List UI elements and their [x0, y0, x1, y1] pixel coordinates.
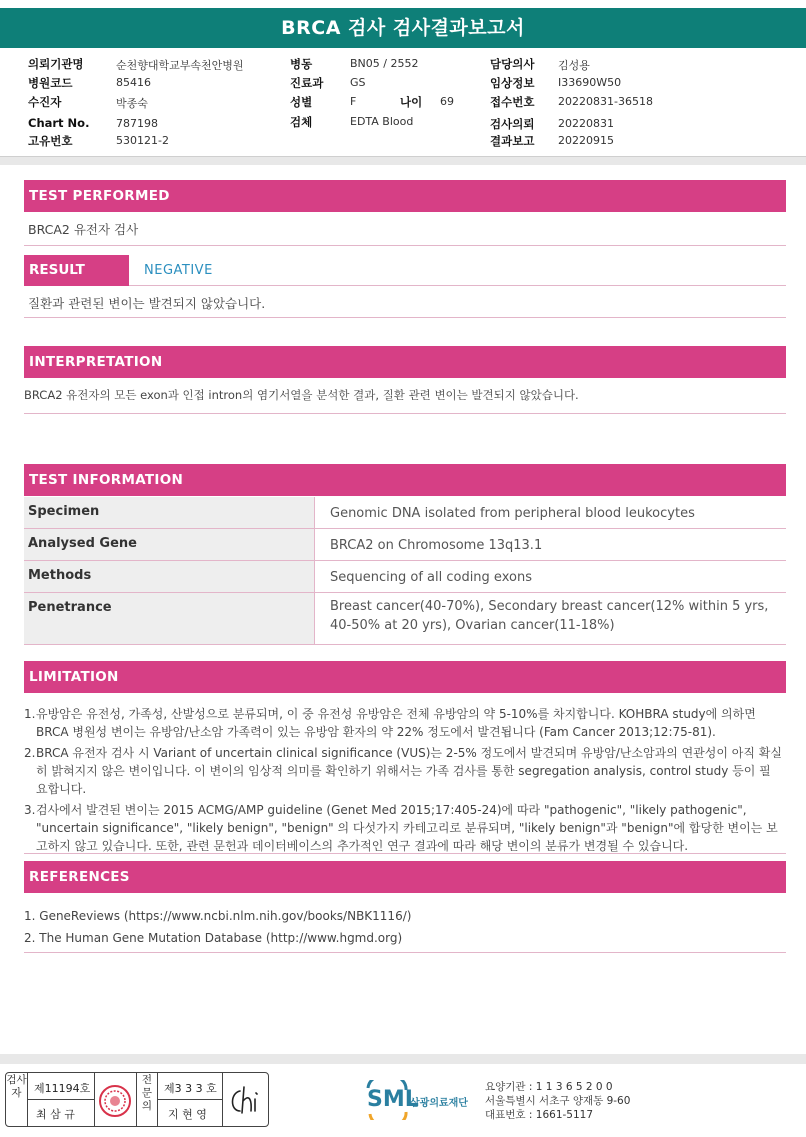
- institution-info: [485, 1080, 630, 1122]
- info-value-department: GS: [350, 76, 366, 89]
- info-value-sex: F: [350, 95, 357, 108]
- result-text: 질환과 관련된 변이는 발견되지 않았습니다.: [28, 296, 266, 311]
- section-interpretation: INTERPRETATION: [24, 346, 786, 378]
- table-row: [24, 497, 786, 529]
- footer-divider: [0, 1054, 806, 1064]
- section-test-performed: TEST PERFORMED: [24, 180, 786, 212]
- institution-phone: 대표번호 : 1661-5117: [485, 1109, 594, 1121]
- header-divider: [0, 156, 806, 165]
- examiner-label: 검사자: [6, 1073, 28, 1126]
- info-value-ward: BN05 / 2552: [350, 57, 419, 70]
- info-label-ward: 병동: [290, 57, 313, 71]
- limitation-list: [24, 705, 786, 858]
- info-label-department: 진료과: [290, 76, 324, 90]
- info-value-request-date: 20220831: [558, 117, 614, 130]
- examiner-seal-icon: [97, 1083, 133, 1119]
- reference-item: 2. The Human Gene Mutation Database (http://www.hgmd.org): [24, 931, 403, 945]
- info-value-receipt-no: 20220831-36518: [558, 95, 653, 108]
- list-number: 3.: [24, 803, 36, 817]
- info-label-clinical-info: 임상정보: [490, 76, 535, 90]
- institution-code: 요양기관 : 1 1 3 6 5 2 0 0: [485, 1081, 613, 1093]
- table-row: [24, 593, 786, 645]
- info-label-receipt-no: 접수번호: [490, 95, 535, 109]
- row-value-analysed-gene: BRCA2 on Chromosome 13q13.1: [314, 529, 786, 561]
- examiner-name: 최 삼 규: [36, 1108, 75, 1121]
- info-value-age: 69: [440, 95, 454, 108]
- info-label-institution: 의뢰기관명: [28, 57, 84, 71]
- info-value-specimen: EDTA Blood: [350, 115, 414, 128]
- table-row: [24, 529, 786, 561]
- result-value: NEGATIVE: [144, 263, 213, 278]
- info-label-unique-no: 고유번호: [28, 134, 73, 148]
- sml-logo-text: SML: [367, 1087, 419, 1112]
- info-label-chart-no: Chart No.: [28, 116, 90, 130]
- signature-box: [5, 1072, 269, 1127]
- row-label-penetrance: Penetrance: [24, 593, 314, 644]
- divider: [24, 413, 786, 414]
- list-item: [24, 705, 786, 741]
- divider: [24, 317, 786, 318]
- specialist-signature-icon: [226, 1081, 266, 1119]
- section-limitation: LIMITATION: [24, 661, 786, 693]
- info-label-request-date: 검사의뢰: [490, 117, 535, 131]
- row-label-analysed-gene: Analysed Gene: [24, 529, 314, 560]
- info-value-patient: 박종숙: [116, 97, 148, 110]
- info-label-age: 나이: [400, 95, 423, 109]
- info-label-sex: 성별: [290, 95, 313, 109]
- table-row: [24, 561, 786, 593]
- list-text: 검사에서 발견된 변이는 2015 ACMG/AMP guideline (Genet Med 2015;17:405-24)에 따라 "pathogenic", "likely pathogenic", "uncertain significance", "likely benign", "benign" 의 다섯가지 카테고리로 분류되며, "likely benign"과 "benign"에 합당한 변이는 보고하지 않고 있습니다. 또한, 관련 문헌과 데이터베이스의 추가적인 연구 결과에 따라 해당 변이의 분류가 변경될 수 있습니다.: [36, 803, 778, 853]
- result-label: RESULT: [24, 255, 129, 286]
- row-value-specimen: Genomic DNA isolated from peripheral blood leukocytes: [314, 497, 786, 529]
- info-value-unique-no: 530121-2: [116, 134, 169, 147]
- patient-info: [28, 56, 788, 152]
- reference-item: 1. GeneReviews (https://www.ncbi.nlm.nih.gov/books/NBK1116/): [24, 909, 412, 923]
- divider: [24, 952, 786, 953]
- info-value-institution: 순천향대학교부속천안병원: [116, 59, 244, 72]
- row-value-methods: Sequencing of all coding exons: [314, 561, 786, 593]
- row-value-penetrance: Breast cancer(40-70%), Secondary breast cancer(12% within 5 yrs, 40-50% at 20 yrs), Ovarian cancer(11-18%): [314, 593, 786, 645]
- row-label-specimen: Specimen: [24, 497, 314, 528]
- info-label-hospital-code: 병원코드: [28, 76, 73, 90]
- info-label-specimen: 검체: [290, 115, 313, 129]
- section-references: REFERENCES: [24, 861, 786, 893]
- specialist-number: 제3 3 3 호: [164, 1082, 217, 1095]
- interpretation-text: BRCA2 유전자의 모든 exon과 인접 intron의 염기서열을 분석한 결과, 질환 관련 변이는 발견되지 않았습니다.: [24, 388, 579, 402]
- info-value-report-date: 20220915: [558, 134, 614, 147]
- result-row: [24, 255, 786, 286]
- info-label-report-date: 결과보고: [490, 134, 535, 148]
- test-performed-text: BRCA2 유전자 검사: [28, 222, 139, 237]
- list-item: [24, 801, 786, 855]
- list-text: 유방암은 유전성, 가족성, 산발성으로 분류되며, 이 중 유전성 유방암은 전체 유방암의 약 5-10%를 차지합니다. KOHBRA study에 의하면 BRCA 병원성 변이는 유방암/난소암 가족력이 있는 유방암 환자의 약 22% 정도에서 발견됩니다 (Fam Cancer 2013;12:75-81).: [36, 707, 756, 739]
- list-number: 2.: [24, 746, 36, 760]
- list-number: 1.: [24, 707, 36, 721]
- row-label-methods: Methods: [24, 561, 314, 592]
- specialist-label: 전문의: [136, 1073, 158, 1126]
- info-value-clinical-info: I33690W50: [558, 76, 622, 89]
- info-value-doctor: 김성용: [558, 59, 590, 72]
- specialist-name: 지 현 영: [168, 1108, 207, 1121]
- report-title: BRCA 검사 검사결과보고서: [0, 8, 806, 48]
- section-test-information: TEST INFORMATION: [24, 464, 786, 496]
- info-label-patient: 수진자: [28, 95, 62, 109]
- institution-address: 서울특별시 서초구 양재동 9-60: [485, 1095, 631, 1107]
- divider: [24, 853, 786, 854]
- info-label-doctor: 담당의사: [490, 57, 535, 71]
- list-item: [24, 744, 786, 798]
- examiner-number: 제11194호: [34, 1082, 91, 1095]
- divider: [24, 245, 786, 246]
- info-value-chart-no: 787198: [116, 117, 158, 130]
- sml-logo-subtext: 삼광의료재단: [410, 1098, 468, 1109]
- info-value-hospital-code: 85416: [116, 76, 151, 89]
- list-text: BRCA 유전자 검사 시 Variant of uncertain clinical significance (VUS)는 2-5% 정도에서 발견되며 유방암/난소암과의 연관성이 아직 확실히 밝혀지지 않은 변이입니다. 이 변이의 임상적 의미를 확인하기 위해서는 가족 검사를 통한 segregation analysis, control study 등이 필요합니다.: [36, 746, 782, 796]
- references-list: [24, 905, 786, 949]
- test-information-table: [24, 497, 786, 645]
